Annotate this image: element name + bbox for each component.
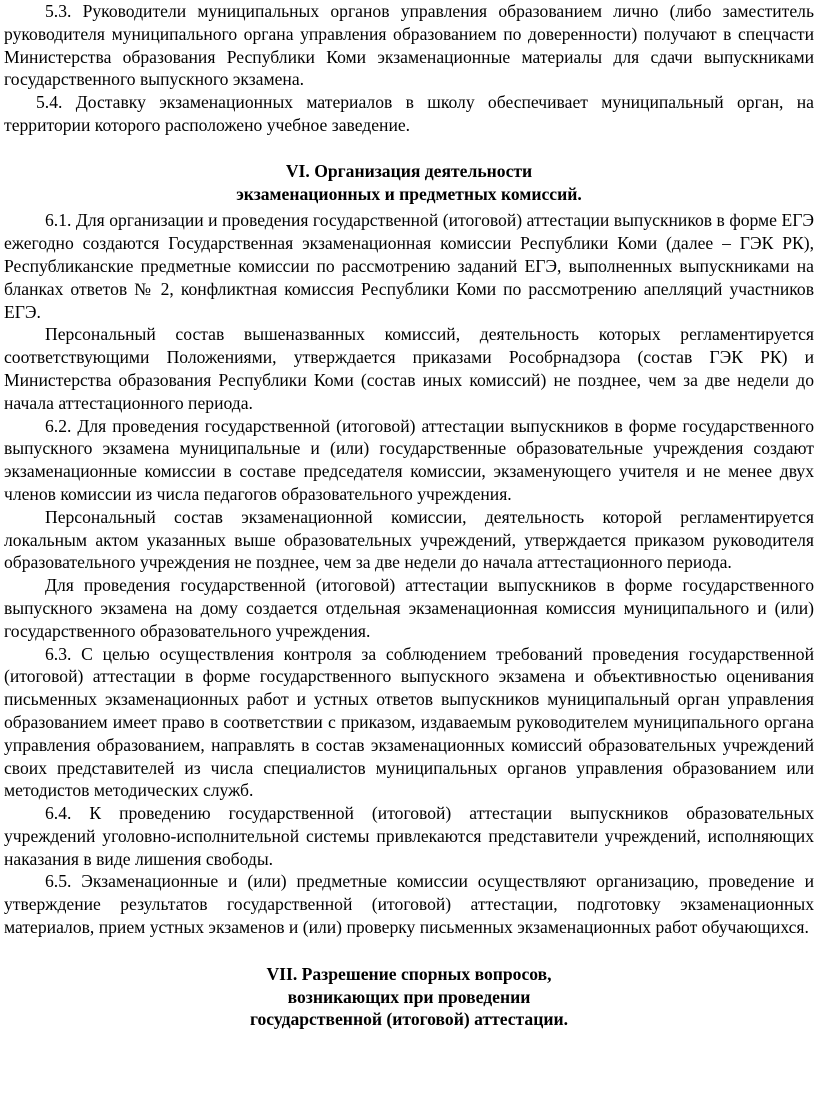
paragraph-6-2-composition: Персональный состав экзаменационной комиссии, деятельность которой регламентируется локальным актом указанных выше образовательных учреждений, утверждается приказом руководителя образовательного учреждения не позднее, чем за две недели до начала аттестационного периода. [4,506,814,573]
paragraph-6-5: 6.5. Экзаменационные и (или) предметные комиссии осуществляют организацию, проведение и утверждение результатов государственной (итоговой) аттестации, подготовку экзаменационных материалов, прием устных экзаменов и (или) проверку письменных экзаменационных работ обучающихся. [4,871,814,938]
paragraph-5-4: 5.4. Доставку экзаменационных материалов в школу обеспечивает муниципальный орган, на территории которого расположено учебное заведение. [4,92,814,135]
document-page [4,0,814,1031]
section-6-heading [4,160,814,206]
section-7-heading [4,963,814,1031]
section-7-title-line-1: VII. Разрешение спорных вопросов, [266,963,552,984]
section-6-title-line-2: экзаменационных и предметных комиссий. [236,183,582,204]
section-6-title-line-1: VI. Организация деятельности [285,160,533,181]
paragraph-6-2-home-exam: Для проведения государственной (итоговой) аттестации выпускников в форме государственного выпускного экзамена на дому создается отдельная экзаменационная комиссия муниципального и (или) государственного образовательного учреждения. [4,575,814,641]
section-7-title-line-3: государственной (итоговой) аттестации. [249,1009,569,1030]
paragraph-6-4: 6.4. К проведению государственной (итоговой) аттестации выпускников образовательных учреждений уголовно-исполнительной системы привлекаются представители учреждений, исполняющих наказания в виде лишения свободы. [4,803,814,869]
paragraph-6-1-composition: Персональный состав вышеназванных комиссий, деятельность которых регламентируется соответствующими Положениями, утверждается приказами Рособрнадзора (состав ГЭК РК) и Министерства образования Республики Коми (состав иных комиссий) не позднее, чем за две недели до начала аттестационного периода. [4,324,814,413]
paragraph-6-1: 6.1. Для организации и проведения государственной (итоговой) аттестации выпускников в форме ЕГЭ ежегодно создаются Государственная экзаменационная комиссии Республики Коми (далее – ГЭК РК), Республиканские предметные комиссии по рассмотрению заданий ЕГЭ, выполненных выпускниками на бланках ответов № 2, конфликтная комиссия Республики Коми по рассмотрению апелляций участников ЕГЭ. [4,210,814,322]
paragraph-6-2: 6.2. Для проведения государственной (итоговой) аттестации выпускников в форме государственного выпускного экзамена муниципальные и (или) государственные образовательные учреждения создают экзаменационные комиссии в составе председателя комиссии, экзаменующего учителя и не менее двух членов комиссии из числа педагогов образовательного учреждения. [4,415,814,504]
spacer [4,939,814,963]
paragraph-5-3: 5.3. Руководители муниципальных органов управления образованием лично (либо заместитель руководителя муниципального органа управления образованием по доверенности) получают в спецчасти Министерства образования Республики Коми экзаменационные материалы для сдачи выпускниками государственного выпускного экзамена. [4,1,814,90]
section-7-title-line-2: возникающих при проведении [287,986,531,1007]
paragraph-6-3: 6.3. С целью осуществления контроля за соблюдением требований проведения государственной (итоговой) аттестации в форме государственного выпускного экзамена и объективностью оценивания письменных экзаменационных работ и устных ответов выпускников муниципальный орган управления образованием имеет право в соответствии с приказом, издаваемым руководителем муниципального органа управления образованием, направлять в состав экзаменационных комиссий образовательных учреждений своих представителей из числа специалистов муниципальных органов управления образованием или методистов методических служб. [4,643,814,801]
spacer [4,137,814,160]
